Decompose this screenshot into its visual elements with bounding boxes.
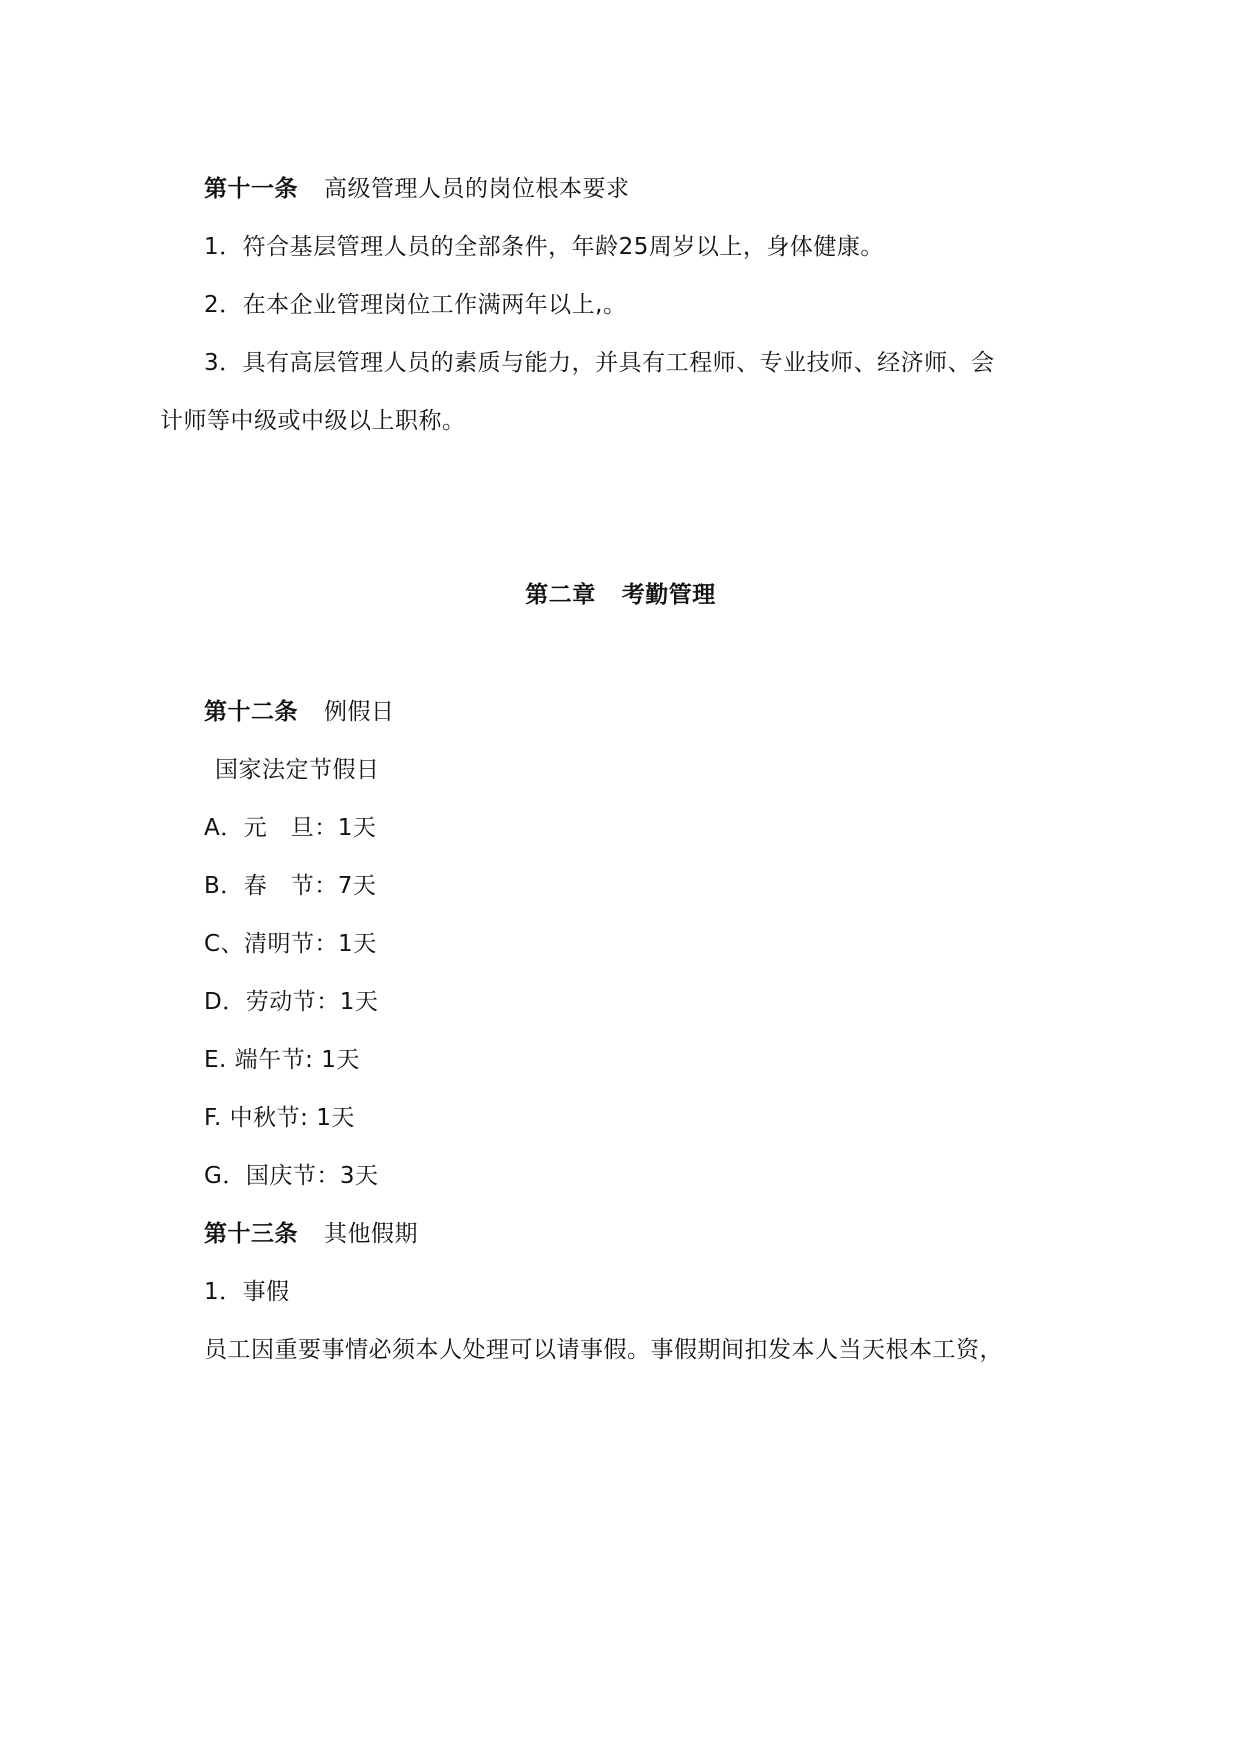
holiday-item: C、清明节：1天 [204, 931, 377, 957]
article-11-title: 高级管理人员的岗位根本要求 [324, 176, 630, 202]
article-13-heading: 第十三条 [204, 1221, 298, 1247]
article-13-heading-line [204, 1219, 418, 1249]
article-11-heading: 第十一条 [204, 176, 298, 202]
holiday-item: B．春 节：7天 [204, 873, 377, 899]
article-11-item-3-line-2: 计师等中级或中级以上职称。 [160, 408, 466, 434]
article-13-item-1-text: 员工因重要事情必须本人处理可以请事假。事假期间扣发本人当天根本工资， [204, 1337, 1003, 1363]
holiday-item: G．国庆节：3天 [204, 1163, 379, 1189]
holiday-subheading: 国家法定节假日 [215, 757, 380, 783]
holiday-item: D．劳动节：1天 [204, 989, 379, 1015]
article-11-item-2: 2．在本企业管理岗位工作满两年以上,。 [204, 292, 627, 318]
chapter-title: 考勤管理 [621, 582, 716, 608]
article-12-heading: 第十二条 [204, 699, 298, 725]
article-13-title: 其他假期 [324, 1221, 418, 1247]
article-12-heading-line [204, 697, 395, 727]
holiday-item: A．元 旦：1天 [204, 815, 377, 841]
article-11-item-3-line-1: 3．具有高层管理人员的素质与能力，并具有工程师、专业技师、经济师、会 [204, 350, 995, 376]
holiday-item: F. 中秋节: 1天 [204, 1105, 355, 1131]
holiday-item: E. 端午节: 1天 [204, 1047, 360, 1073]
chapter-heading [0, 580, 1241, 610]
article-11-heading-line [204, 174, 630, 204]
article-13-item-1: 1．事假 [204, 1279, 290, 1305]
chapter-label: 第二章 [525, 582, 596, 608]
article-12-title: 例假日 [324, 699, 395, 725]
article-11-item-1: 1．符合基层管理人员的全部条件，年龄25周岁以上，身体健康。 [204, 234, 884, 260]
